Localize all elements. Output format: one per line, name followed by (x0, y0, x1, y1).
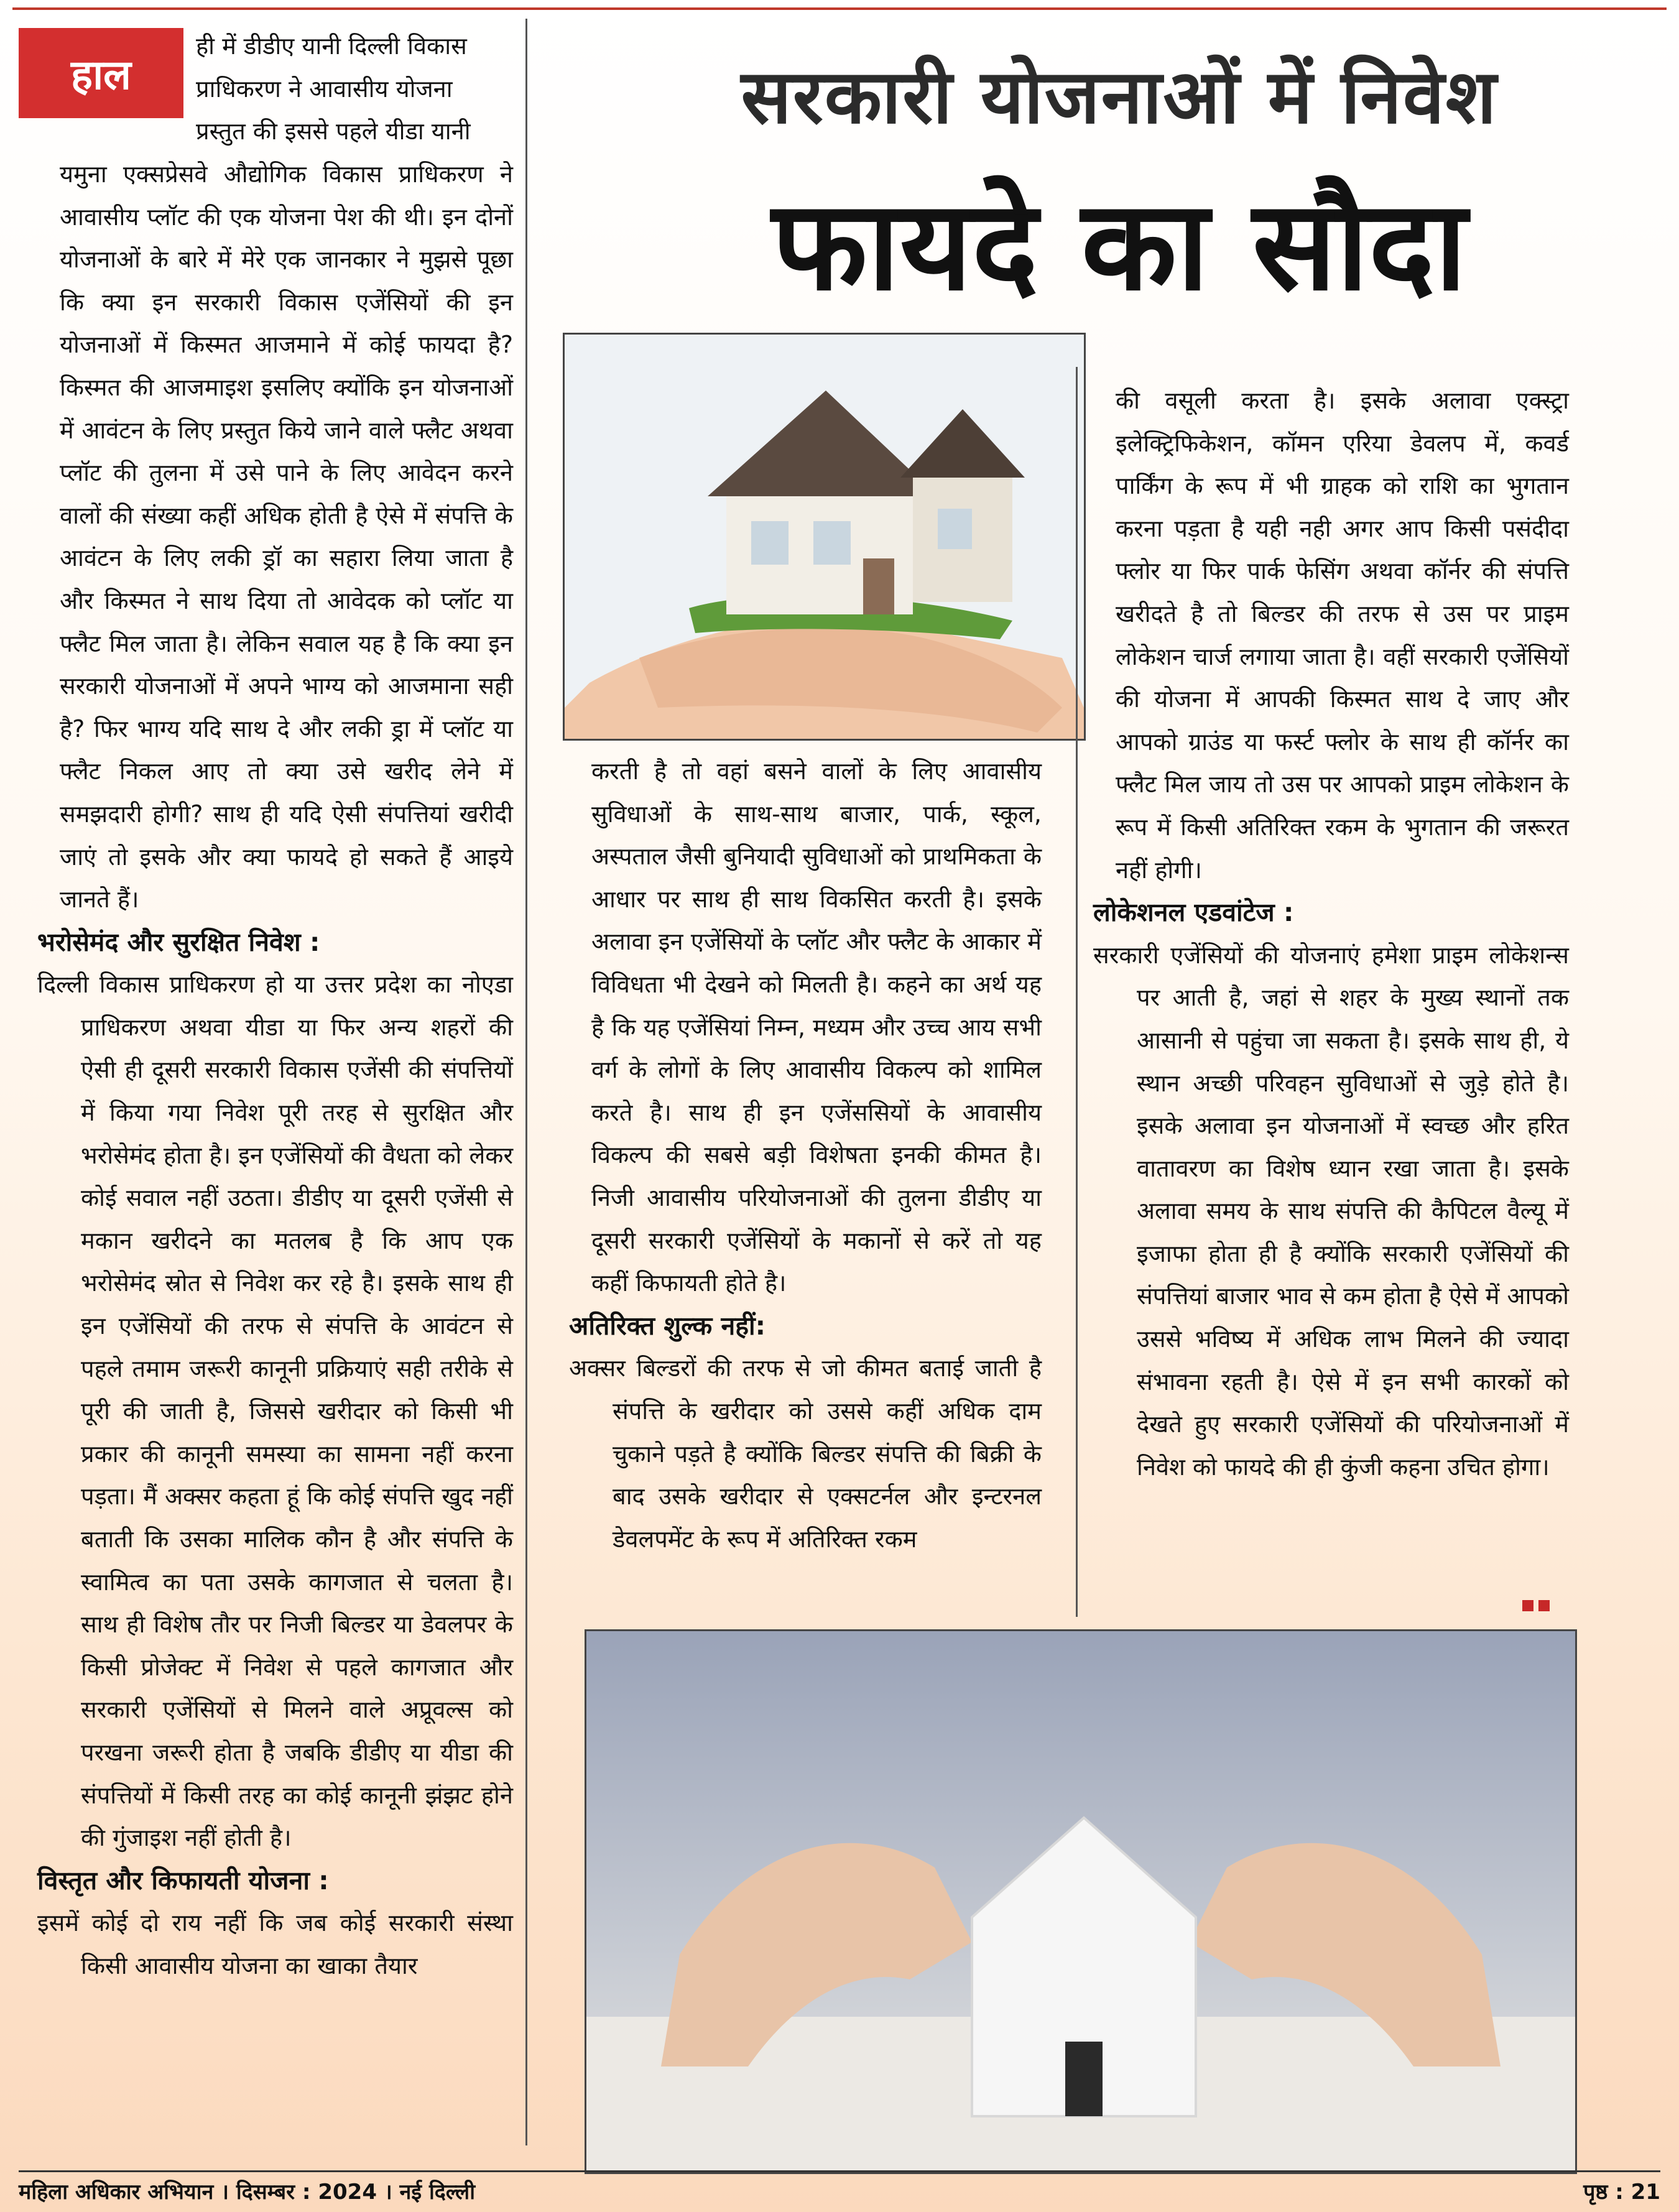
col1-intro (196, 25, 513, 153)
page-footer (19, 2170, 1660, 2210)
end-marks (1522, 1600, 1555, 1614)
column-3 (1093, 379, 1569, 1488)
top-rule (12, 7, 1667, 10)
col1-paragraph-3: इसमें कोई दो राय नहीं कि जब कोई सरकारी संस्था किसी आवासीय योजना का खाका तैयार (37, 1909, 513, 1979)
footer-page-number: पृष्ठ : 21 (1583, 2180, 1660, 2205)
footer-publication: महिला अधिकार अभियान । दिसम्बर : 2024 । नई दिल्ली (19, 2180, 476, 2205)
col3-paragraph-2: सरकारी एजेंसियों की योजनाएं हमेशा प्राइम लोकेशन्स पर आती है, जहां से शहर के मुख्य स्थानों तक आसानी से पहुंचा जा सकता है। इसके साथ ही, ये स्थान अच्छी परिवहन सुविधाओं से जुड़े होते है। इसके अलावा इन योजनाओं में स्वच्छ और हरित वातावरण का विशेष ध्यान रखा जाता है। इसके अलावा समय के साथ संपत्ति की कैपिटल वैल्यू में इजाफा होता ही है क्योंकि सरकारी एजेंसियों की संपत्तियां बाजार भाव से कम होता है ऐसे में आपको उससे भविष्य में अधिक लाभ मिलने की ज्यादा संभावना रहती है। ऐसे में इन सभी कारकों को देखते हुए सरकारी एजेंसियों की परियोजनाओं में निवेश को फायदे की ही कुंजी कहना उचित होगा। (1093, 941, 1569, 1481)
hands-protecting-house-illustration (586, 1631, 1575, 2172)
column-1 (37, 153, 513, 1988)
col1-heading-1: भरोसेमंद और सुरक्षित निवेश : (37, 927, 320, 957)
col1-paragraph-2: दिल्ली विकास प्राधिकरण हो या उत्तर प्रदेश का नोएडा प्राधिकरण अथवा यीडा या फिर अन्य शहरों की ऐसी ही दूसरी सरकारी विकास एजेंसी की संपत्तियों में किया गया निवेश पूरी तरह से सुरक्षित और भरोसेमंद होता है। इन एजेंसियों की वैधता को लेकर कोई सवाल नहीं उठता। डीडीए या दूसरी एजेंसी से मकान खरीदने का मतलब है कि आप एक भरोसेमंद स्रोत से निवेश कर रहे है। इसके साथ ही इन एजेंसियों की तरफ से संपत्ति के आवंटन से पहले तमाम जरूरी कानूनी प्रक्रियाएं सही तरीके से पूरी की जाती है, जिससे खरीदार को किसी भी प्रकार की कानूनी समस्या का सामना नहीं करना पड़ता। मैं अक्सर कहता हूं कि कोई संपत्ति खुद नहीं बताती कि उसका मालिक कौन है और संपत्ति के स्वामित्व का पता उसके कागजात से चलता है। साथ ही विशेष तौर पर निजी बिल्डर या डेवलपर के किसी प्रोजेक्ट में निवेश से पहले कागजात और सरकारी एजेंसियों से मिलने वाले अप्रूवल्स को परखना जरूरी होता है जबकि डीडीए या यीडा की संपत्तियों में किसी तरह का कोई कानूनी झंझट होने की गुंजाइश नहीं होती है। (37, 971, 513, 1852)
col2-paragraph-1: करती है तो वहां बसने वालों के लिए आवासीय सुविधाओं के साथ-साथ बाजार, पार्क, स्कूल, अस्पताल जैसी बुनियादी सुविधाओं को प्राथमिकता के आधार पर साथ ही साथ विकसित करती है। इसके अलावा इन एजेंसियों के प्लॉट और फ्लैट के आकार में विविधता भी देखने को मिलती है। कहने का अर्थ यह है कि यह एजेंसियां निम्न, मध्यम और उच्च आय सभी वर्ग के लोगों के लिए आवासीय विकल्प को शामिल करते है। साथ ही इन एजेंससियों के आवासीय विकल्प की सबसे बड़ी विशेषता इनकी कीमत है। निजी आवासीय परियोजनाओं की तुलना डीडीए या दूसरी सरकारी एजेंसियों के मकानों से करें तो यह कहीं किफायती होते है। (591, 757, 1042, 1297)
col1-paragraph-1: यमुना एक्सप्रेसवे औद्योगिक विकास प्राधिकरण ने आवासीय प्लॉट की एक योजना पेश की थी। इन दोनों योजनाओं के बारे में मेरे एक जानकार ने मुझसे पूछा कि क्या इन सरकारी विकास एजेंसियों की इन योजनाओं में किस्मत आजमाने में कोई फायदा है? किस्मत की आजमाइश इसलिए क्योंकि इन योजनाओं में आवंटन के लिए प्रस्तुत किये जाने वाले फ्लैट अथवा प्लॉट की तुलना में उसे पाने के लिए आवेदन करने वालों की संख्या कहीं अधिक होती है ऐसे में संपत्ति के आवंटन के लिए लकी ड्रॉ का सहारा लिया जाता है और किस्मत ने साथ दिया तो आवेदक को प्लॉट या फ्लैट मिल जाता है। लेकिन सवाल यह है कि क्या इन सरकारी योजनाओं में अपने भाग्य को आजमाना सही है? फिर भाग्य यदि साथ दे और लकी ड्रा में प्लॉट या फ्लैट निकल आए तो क्या उसे खरीद लेने में समझदारी होगी? साथ ही यदि ऐसी संपत्तियां खरीदी जाएं तो इसके और क्या फायदे हो सकते हैं आइये जानते हैं। (60, 160, 513, 914)
col2-paragraph-2: अक्सर बिल्डरों की तरफ से जो कीमत बताई जाती है संपत्ति के खरीदार को उससे कहीं अधिक दाम चुकाने पड़ते है क्योंकि बिल्डर संपत्ति की बिक्री के बाद उसके खरीदार से एक्सटर्नल और इन्टरनल डेवलपमेंट के रूप में अतिरिक्त रकम (569, 1354, 1042, 1553)
col2-heading-1: अतिरिक्त शुल्क नहीं: (569, 1310, 765, 1341)
intro-line: ही में डीडीए यानी दिल्ली विकास (196, 32, 467, 60)
house-in-hand-illustration (565, 335, 1084, 739)
section-badge: हाल (19, 28, 183, 118)
intro-line: प्रस्तुत की इससे पहले यीडा यानी (196, 118, 471, 146)
intro-line: प्राधिकरण ने आवासीय योजना (196, 75, 453, 103)
column-divider (525, 19, 527, 2145)
headline-line-1: सरकारी योजनाओं में निवेश (741, 54, 1498, 141)
col1-heading-2: विस्तृत और किफायती योजना : (37, 1865, 329, 1895)
col3-paragraph-1: की वसूली करता है। इसके अलावा एक्स्ट्रा इलेक्ट्रिफिकेशन, कॉमन एरिया डेवलप में, कवर्ड पार्किंग के रूप में भी ग्राहक को राशि का भुगतान करना पड़ता है यही नही अगर आप किसी पसंदीदा फ्लोर या फिर पार्क फेसिंग अथवा कॉर्नर की संपत्ति खरीदते है तो बिल्डर की तरफ से उस पर प्राइम लोकेशन चार्ज लगाया जाता है। वहीं सरकारी एजेंसियों की योजना में आपकी किस्मत साथ दे जाए और आपको ग्राउंड या फर्स्ट फ्लोर के साथ ही कॉर्नर का फ्लैट मिल जाय तो उस पर आपको प्राइम लोकेशन के रूप में किसी अतिरिक्त रकम के भुगतान की जरूरत नहीं होगी। (1116, 387, 1569, 884)
col3-heading-1: लोकेशनल एडवांटेज : (1093, 897, 1294, 928)
hands-protecting-house-photo (585, 1629, 1577, 2174)
headline-line-2: फायदे का सौदा (772, 174, 1467, 318)
column-divider (1076, 367, 1078, 1617)
column-2 (569, 750, 1042, 1560)
house-in-hand-photo (563, 333, 1086, 741)
